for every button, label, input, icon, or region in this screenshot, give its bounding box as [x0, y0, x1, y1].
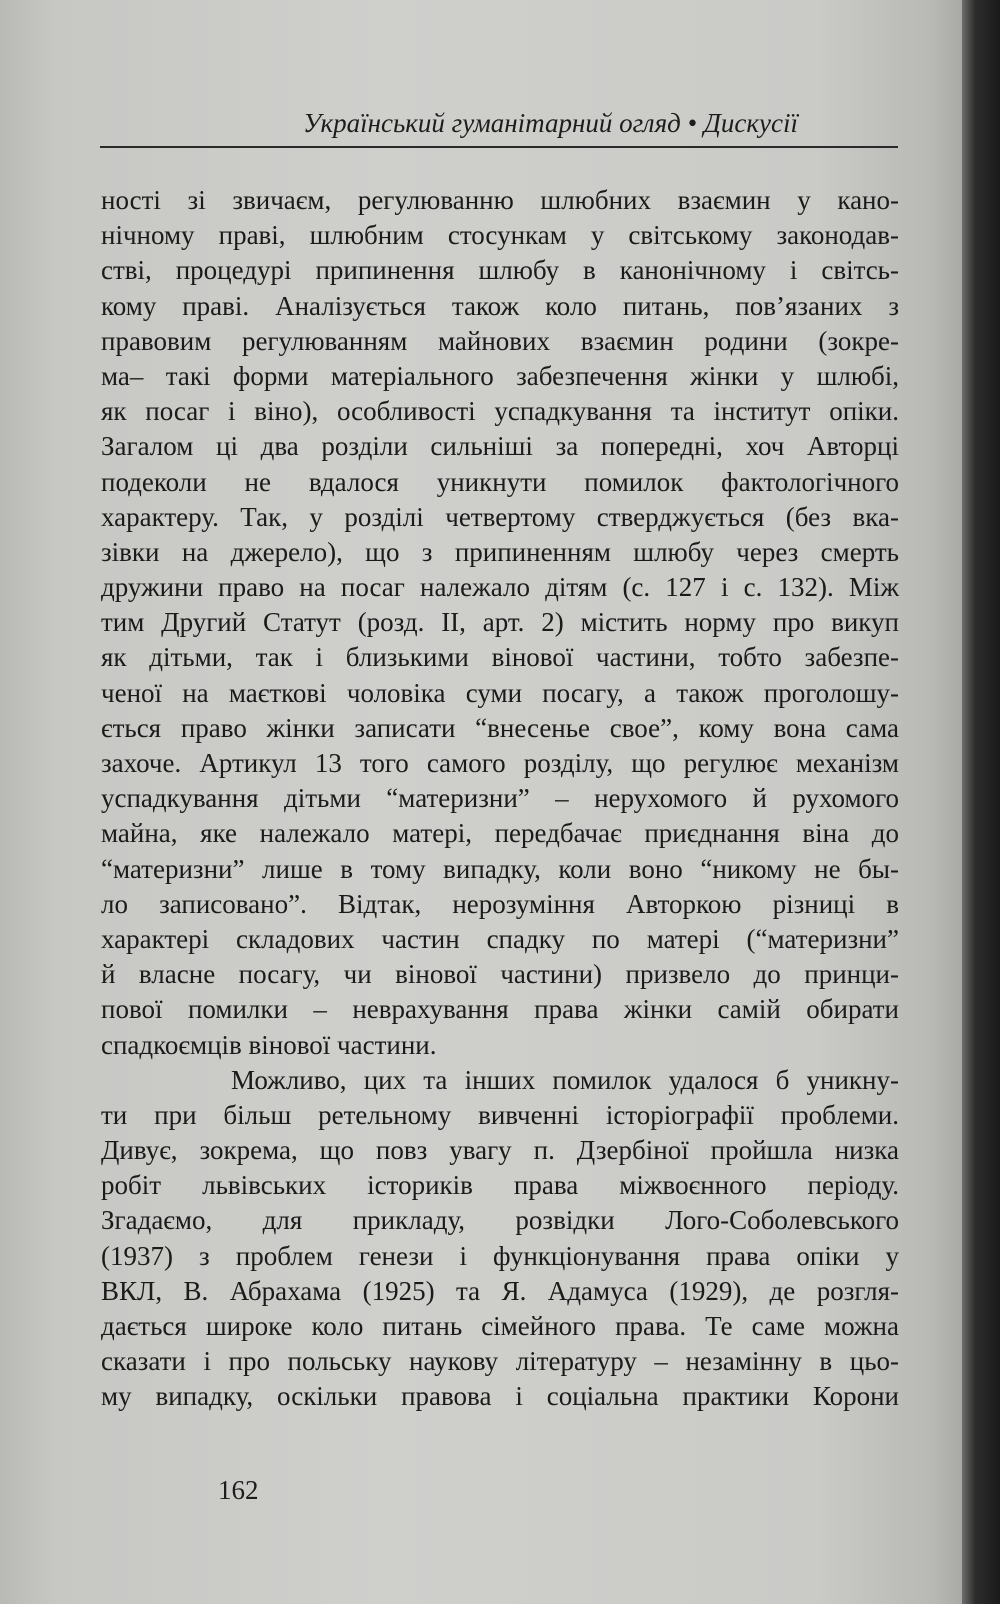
text-line: спадкоємців вінової частини. [101, 1029, 437, 1060]
text-line: ВКЛ, В. Абрахама (1925) та Я. Адамуса (1929), де розгля- [101, 1275, 899, 1306]
text-line: му випадку, оскільки правова і соціальна практики Корони [101, 1381, 899, 1412]
text-line: ності зі звичаєм, регулюванню шлюбних взаємин у кано- [101, 185, 899, 215]
page-number: 162 [218, 1475, 259, 1505]
text-line: Дивує, зокрема, що повз увагу п. Дзербіної пройшла низка [101, 1135, 899, 1166]
text-line: пової помилки – неврахування права жінки самій обирати [101, 994, 899, 1025]
text-line: Згадаємо, для прикладу, розвідки Лого-Соболевського [101, 1205, 899, 1236]
text-line: (1937) з проблем генези і функціонування права опіки у [101, 1240, 899, 1271]
text-line: успадкування дітьми “материзни” – нерухомого й рухомого [101, 783, 899, 814]
text-line: тим Другий Статут (розд. II, арт. 2) містить норму про викуп [101, 607, 899, 638]
text-line: стві, процедурі припинення шлюбу в канонічному і світсь- [101, 255, 899, 286]
paragraph-2 [101, 1063, 899, 1415]
text-line: ло записовано”. Відтак, нерозуміння Авторкою різниці в [101, 888, 899, 919]
running-header-title: Український гуманітарний огляд • Дискусії [303, 108, 798, 138]
running-header [100, 102, 898, 148]
text-line: характеру. Так, у розділі четвертому стверджується (без вка- [101, 501, 899, 532]
text-line: ється право жінки записати “внесенье свое”, кому вона сама [101, 712, 899, 743]
text-line: дається широке коло питань сімейного права. Те саме можна [101, 1311, 899, 1341]
text-line: сказати і про польську наукову літературу – незамінну в цьо- [101, 1346, 899, 1377]
text-line: правовим регулюванням майнових взаємин родини (зокре- [101, 325, 899, 356]
text-line: ченої на маєткові чоловіка суми посагу, а також проголошу- [101, 677, 899, 708]
text-line: ма– такі форми матеріального забезпечення жінки у шлюбі, [101, 360, 899, 391]
text-line: Загалом ці два розділи сильніші за попередні, хоч Авторці [101, 431, 899, 462]
text-line: Можливо, цих та інших помилок удалося б уникну- [231, 1064, 899, 1095]
text-line: робіт львівських істориків права міжвоєнного періоду. [101, 1170, 899, 1201]
text-line: нічному праві, шлюбним стосункам у світському законодав- [101, 220, 899, 251]
text-line: ти при більш ретельному вивченні історіографії проблеми. [101, 1099, 899, 1130]
text-line: як дітьми, так і близькими вінової частини, тобто забезпе- [101, 642, 899, 673]
text-line: майна, яке належало матері, передбачає приєднання віна до [101, 818, 899, 849]
text-line: характері складових частин спадку по матері (“материзни” [101, 923, 899, 954]
book-page-edge [962, 0, 1000, 1604]
body-text [101, 183, 899, 1415]
text-line: кому праві. Аналізується також коло питань, пов’язаних з [101, 290, 899, 321]
text-line: дружини право на посаг належало дітям (с. 127 і с. 132). Між [101, 572, 899, 603]
text-line: як посаг і віно), особливості успадкування та інститут опіки. [101, 396, 899, 427]
text-line: зівки на джерело), що з припиненням шлюбу через смерть [101, 536, 899, 567]
text-line: подеколи не вдалося уникнути помилок фактологічного [101, 466, 899, 497]
paragraph-1 [101, 183, 899, 1063]
text-line: захоче. Артикул 13 того самого розділу, що регулює механізм [101, 748, 899, 778]
text-line: “материзни” лише в тому випадку, коли воно “никому не бы- [101, 853, 899, 884]
text-line: й власне посагу, чи вінової частини) призвело до принци- [101, 959, 899, 990]
